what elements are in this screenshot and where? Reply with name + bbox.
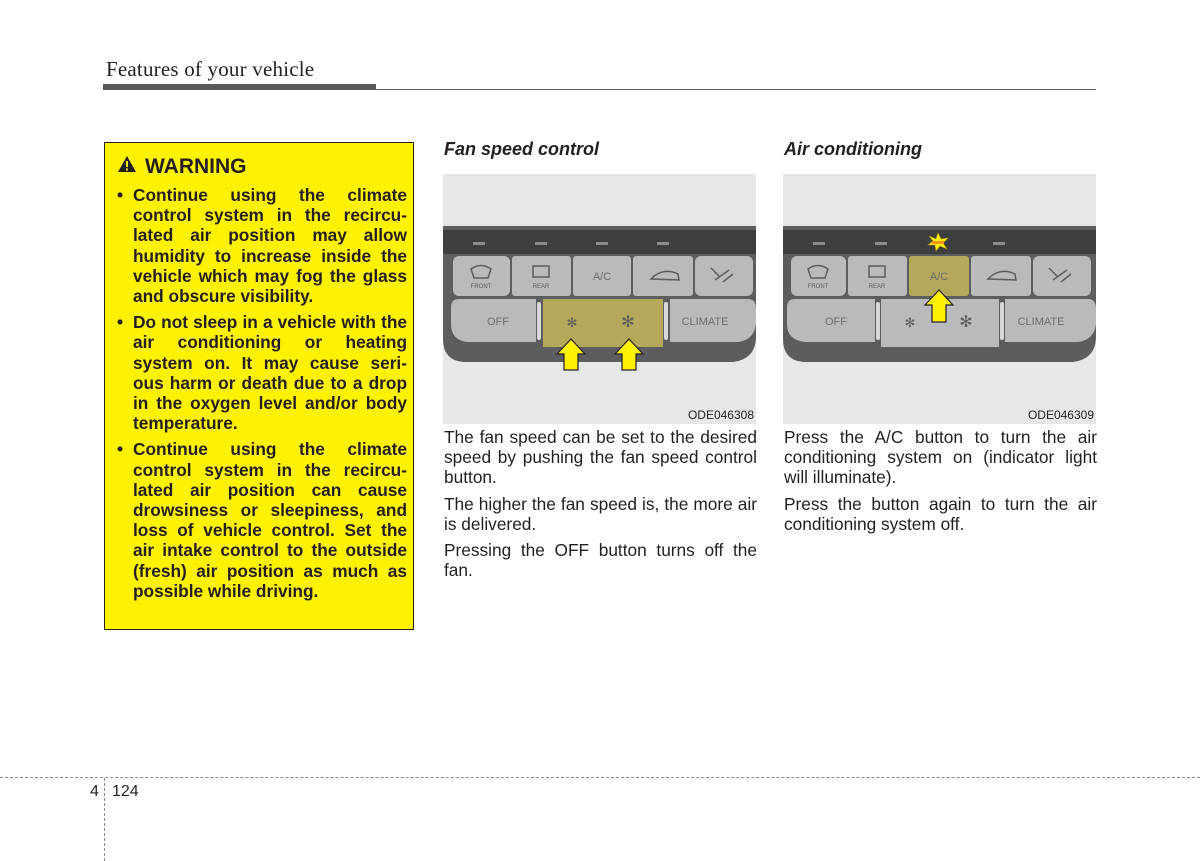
paragraph: Press the button again to turn the air conditioning system off. — [784, 493, 1097, 534]
paragraph: The fan speed can be set to the desired speed by pushing the fan speed control button. — [444, 427, 757, 488]
fan-section-body — [444, 427, 757, 586]
ac-section-body — [784, 427, 1097, 540]
image-code: ODE046308 — [687, 408, 754, 422]
section-number: 4 — [90, 783, 99, 800]
rear-label: REAR — [532, 284, 550, 290]
warning-triangle-icon — [117, 155, 137, 179]
page-number: 124 — [112, 783, 139, 800]
off-label: OFF — [825, 316, 847, 328]
paragraph: Pressing the OFF button turns off the fan. — [444, 540, 757, 581]
warning-heading — [117, 155, 247, 179]
warning-box — [104, 142, 414, 630]
ac-section-title: Air conditioning — [784, 139, 922, 159]
ac-label: A/C — [929, 271, 949, 283]
warning-item: • Continue using the climate control system in the recircu- lated air position may allow humidity to increase inside the vehicle which may fog the glass and obscure visibility. — [117, 185, 407, 306]
fan-section-title: Fan speed control — [444, 139, 600, 159]
warning-item: • Do not sleep in a vehicle with the air conditioning or heating system on. It may cause seri- ous harm or death due to a drop in the oxygen level and/or body temperature. — [117, 312, 407, 433]
footer-rule — [0, 777, 1200, 778]
climate-label: CLIMATE — [681, 316, 729, 328]
svg-text:✻: ✻ — [959, 312, 973, 331]
ac-label: A/C — [592, 271, 612, 283]
svg-text:✻: ✻ — [621, 312, 635, 331]
image-code: ODE046309 — [1027, 408, 1094, 422]
ac-control-illustration — [783, 174, 1096, 424]
warning-list — [117, 185, 407, 607]
paragraph: Press the A/C button to turn the air conditioning system on (indicator light will illuminate). — [784, 427, 1097, 488]
paragraph: The higher the fan speed is, the more air is delivered. — [444, 493, 757, 534]
fan-control-illustration — [443, 174, 756, 424]
svg-text:✻: ✻ — [566, 316, 578, 331]
front-label: FRONT — [470, 284, 492, 290]
off-label: OFF — [487, 316, 509, 328]
svg-text:✻: ✻ — [904, 316, 916, 331]
page-header-title: Features of your vehicle — [106, 57, 315, 81]
rear-label: REAR — [868, 284, 886, 290]
header-rule-thick — [103, 84, 376, 90]
footer-divider — [104, 778, 105, 861]
warning-title: WARNING — [145, 155, 247, 178]
climate-label: CLIMATE — [1017, 316, 1065, 328]
warning-item: • Continue using the climate control system in the recircu- lated air position can cause drowsiness or sleepiness, and loss of vehicle control. Set the air intake control to the outside (fresh) air position as much as possible while driving. — [117, 439, 407, 601]
front-label: FRONT — [807, 284, 829, 290]
header-rule-thin — [376, 89, 1096, 90]
